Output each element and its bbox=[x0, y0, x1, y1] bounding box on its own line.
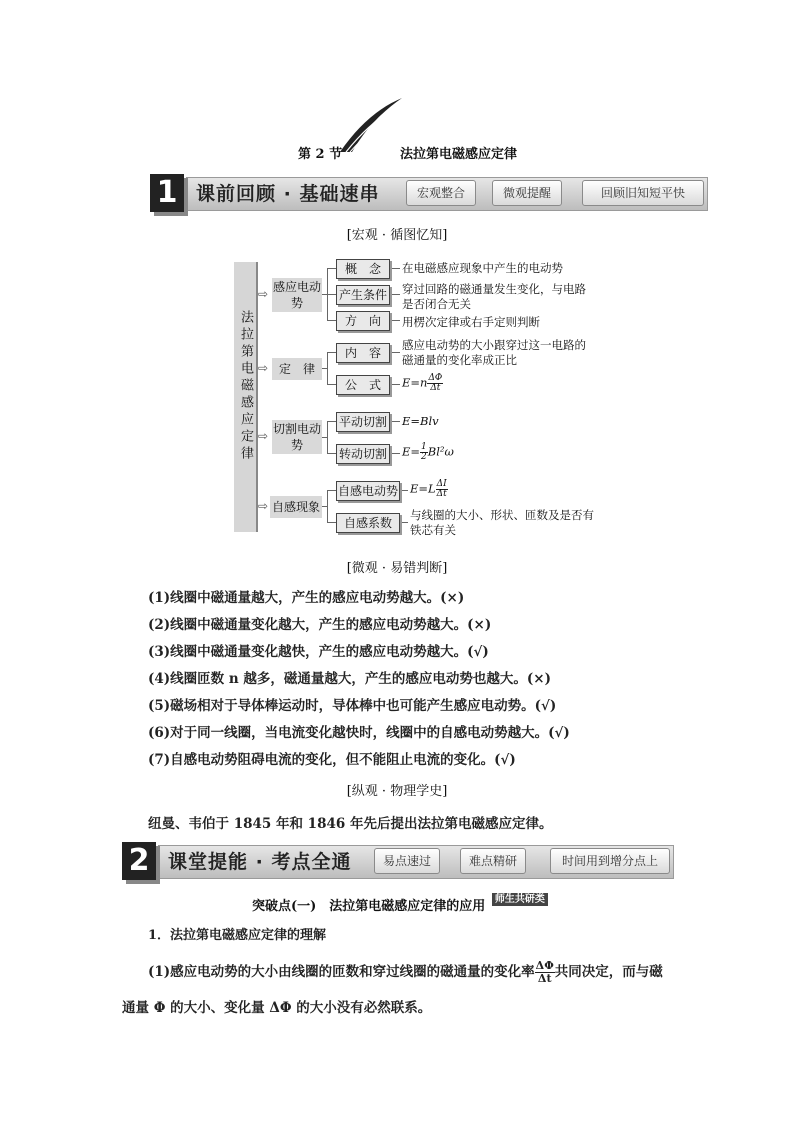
breakthrough-title-text: 突破点(一) 法拉第电磁感应定律的应用 bbox=[252, 899, 486, 914]
connector bbox=[392, 352, 400, 353]
connector bbox=[327, 352, 336, 353]
banner-title: 课堂提能 · 考点全通 bbox=[168, 851, 352, 873]
connector bbox=[392, 320, 400, 321]
fraction-numerator: ΔΦ bbox=[428, 373, 443, 383]
map-desc-inductance: 与线圈的大小、形状、匝数及是否有铁芯有关 bbox=[410, 508, 594, 537]
hard-points-button[interactable]: 难点精研 bbox=[460, 848, 526, 874]
map-desc-content: 感应电动势的大小跟穿过这一电路的磁通量的变化率成正比 bbox=[402, 338, 586, 367]
map-desc-concept: 在电磁感应现象中产生的电动势 bbox=[402, 261, 563, 275]
banner-number: 1 bbox=[150, 174, 184, 212]
connector bbox=[327, 268, 336, 269]
micro-label: [微观 · 易错判断] bbox=[346, 561, 448, 576]
score-points-button[interactable]: 时间用到增分点上 bbox=[550, 848, 670, 874]
judgement-item: (6)对于同一线圈，当电流变化越快时，线圈中的自感电动势越大。(√) bbox=[148, 725, 570, 741]
map-item-formula: 公 式 bbox=[336, 375, 390, 395]
map-root bbox=[234, 262, 258, 532]
formula-suffix: Bl²ω bbox=[427, 444, 454, 459]
map-item-rotational: 转动切割 bbox=[336, 444, 390, 464]
chapter-title bbox=[0, 143, 794, 163]
fraction bbox=[535, 960, 555, 985]
fraction bbox=[427, 374, 443, 393]
judgement-item: (1)线圈中磁通量越大，产生的感应电动势越大。(×) bbox=[148, 590, 465, 606]
banner-number: 2 bbox=[122, 842, 156, 880]
map-item-content: 内 容 bbox=[336, 343, 390, 363]
fraction-numerator: ΔΦ bbox=[535, 959, 554, 972]
connector bbox=[392, 294, 400, 295]
macro-integrate-button[interactable]: 宏观整合 bbox=[406, 180, 476, 206]
easy-points-button[interactable]: 易点速过 bbox=[374, 848, 440, 874]
map-desc-rotational bbox=[402, 443, 454, 462]
paragraph-text: (1)感应电动势的大小由线圈的匝数和穿过线圈的磁通量的变化率 bbox=[148, 964, 535, 980]
bracket bbox=[327, 352, 328, 384]
judgement-item: (3)线圈中磁通量变化越快，产生的感应电动势越大。(√) bbox=[148, 644, 489, 660]
arrow-right-icon: ⇨ bbox=[258, 499, 269, 513]
category-tag: 师生共研类 bbox=[492, 893, 548, 906]
section-banner-1 bbox=[150, 174, 708, 212]
map-desc-direction: 用楞次定律或右手定则判断 bbox=[402, 315, 540, 329]
connector bbox=[392, 453, 400, 454]
map-root-label: 法拉第电磁感应定律 bbox=[238, 310, 253, 463]
connector bbox=[402, 522, 408, 523]
formula-prefix: E=n bbox=[402, 375, 428, 390]
map-item-translational: 平动切割 bbox=[336, 412, 390, 432]
point-paragraph-line-2: 通量 Φ 的大小、变化量 ΔΦ 的大小没有必然联系。 bbox=[122, 1000, 432, 1016]
macro-label: [宏观 · 循图忆知] bbox=[346, 228, 448, 243]
fraction bbox=[436, 480, 448, 499]
map-item-self-emf: 自感电动势 bbox=[336, 481, 400, 501]
connector bbox=[402, 490, 408, 491]
micro-remind-button[interactable]: 微观提醒 bbox=[492, 180, 562, 206]
connector bbox=[322, 368, 327, 369]
map-desc-self-emf bbox=[410, 480, 448, 499]
connector bbox=[327, 384, 336, 385]
banner-title: 课前回顾 · 基础速串 bbox=[196, 183, 380, 205]
map-group-cutting-emf: 切割电动势 bbox=[272, 422, 321, 452]
connector bbox=[392, 421, 400, 422]
arrow-right-icon: ⇨ bbox=[258, 361, 269, 375]
connector bbox=[392, 384, 400, 385]
connector bbox=[327, 522, 336, 523]
section-number: 第 2 节 bbox=[298, 147, 343, 162]
arrow-right-icon: ⇨ bbox=[258, 429, 269, 443]
bracket bbox=[327, 421, 328, 453]
map-desc-formula bbox=[402, 374, 443, 393]
map-item-concept: 概 念 bbox=[336, 259, 390, 279]
connector bbox=[322, 437, 327, 438]
map-item-inductance: 自感系数 bbox=[336, 513, 400, 533]
connector bbox=[327, 490, 336, 491]
connector bbox=[392, 268, 400, 269]
formula-prefix: E=L bbox=[410, 481, 436, 496]
judgement-item: (5)磁场相对于导体棒运动时，导体棒中也可能产生感应电动势。(√) bbox=[148, 698, 557, 714]
history-text: 纽曼、韦伯于 1845 年和 1846 年先后提出法拉第电磁感应定律。 bbox=[148, 816, 553, 832]
fraction-denominator: 2 bbox=[421, 452, 427, 462]
history-label: [纵观 · 物理学史] bbox=[346, 784, 448, 799]
point-paragraph-line-1 bbox=[148, 960, 688, 985]
fraction-numerator: ΔI bbox=[436, 479, 447, 489]
fraction-numerator: 1 bbox=[421, 442, 427, 452]
connector bbox=[327, 453, 336, 454]
breakthrough-title bbox=[252, 895, 548, 914]
bracket bbox=[327, 490, 328, 522]
judgement-item: (4)线圈匝数 n 越多，磁通量越大，产生的感应电动势也越大。(×) bbox=[148, 671, 551, 687]
fraction-denominator: Δt bbox=[436, 489, 447, 499]
fraction-denominator: Δt bbox=[537, 972, 552, 985]
judgement-item: (2)线圈中磁通量变化越大，产生的感应电动势越大。(×) bbox=[148, 617, 492, 633]
section-banner-2 bbox=[122, 842, 674, 880]
connector bbox=[327, 421, 336, 422]
arrow-right-icon: ⇨ bbox=[258, 287, 269, 301]
fraction-denominator: Δt bbox=[430, 383, 441, 393]
map-group-law: 定 律 bbox=[272, 358, 322, 380]
map-desc-translational: E=Blv bbox=[402, 414, 439, 428]
judgement-item: (7)自感电动势阻碍电流的变化，但不能阻止电流的变化。(√) bbox=[148, 752, 516, 768]
review-old-knowledge-button[interactable]: 回顾旧知短平快 bbox=[582, 180, 704, 206]
connector bbox=[327, 294, 336, 295]
fraction bbox=[420, 443, 428, 462]
connector bbox=[327, 320, 336, 321]
section-title: 法拉第电磁感应定律 bbox=[400, 147, 518, 162]
point-heading: 1．法拉第电磁感应定律的理解 bbox=[148, 928, 327, 943]
map-group-emf: 感应电动势 bbox=[272, 280, 321, 310]
map-group-self-induction: 自感现象 bbox=[270, 496, 322, 518]
connector bbox=[322, 506, 327, 507]
map-desc-condition: 穿过回路的磁通量发生变化，与电路是否闭合无关 bbox=[402, 282, 586, 311]
map-item-condition: 产生条件 bbox=[336, 285, 390, 305]
map-item-direction: 方 向 bbox=[336, 311, 390, 331]
paragraph-text: 共同决定，而与磁 bbox=[554, 964, 663, 980]
formula-prefix: E= bbox=[402, 444, 421, 459]
